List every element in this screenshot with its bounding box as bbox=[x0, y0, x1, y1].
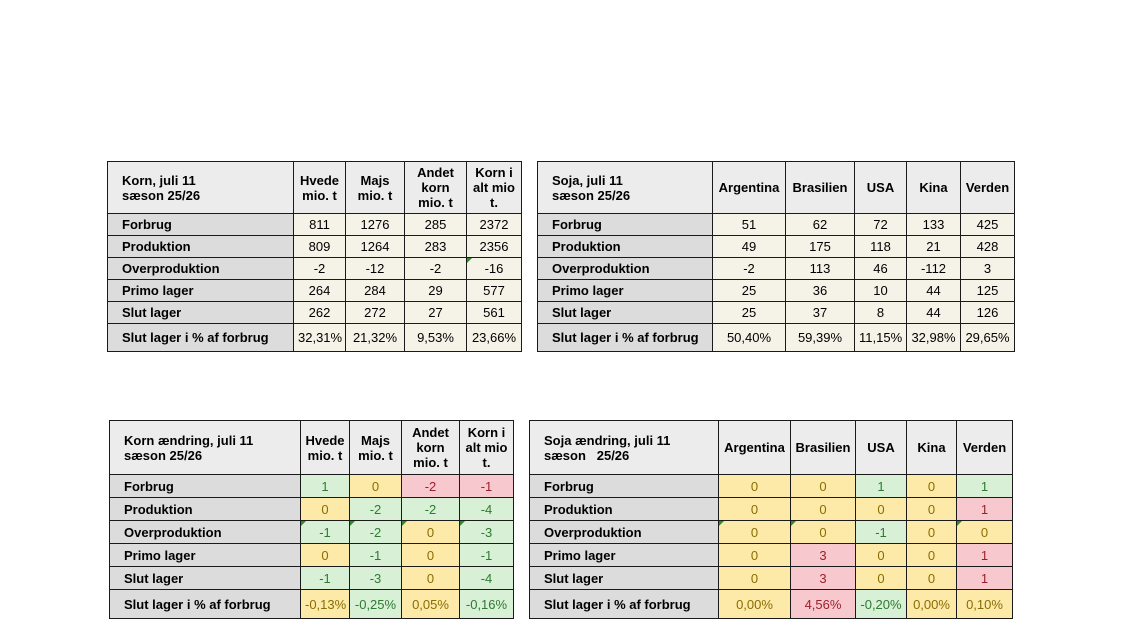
table-cell: 0 bbox=[402, 521, 460, 544]
table-cell: -0,25% bbox=[350, 590, 402, 619]
table-cell: 0,10% bbox=[957, 590, 1013, 619]
table-row bbox=[110, 590, 514, 619]
table-cell: 49 bbox=[713, 236, 786, 258]
table-cell: 272 bbox=[346, 302, 405, 324]
soja-table-title: Soja, juli 11 sæson 25/26 bbox=[538, 162, 713, 214]
table-cell: 9,53% bbox=[405, 324, 467, 352]
table-cell: -1 bbox=[460, 544, 514, 567]
table-cell: 0 bbox=[856, 567, 907, 590]
table-cell: 0 bbox=[907, 544, 957, 567]
row-label: Forbrug bbox=[530, 475, 719, 498]
table-cell: -1 bbox=[301, 567, 350, 590]
table-cell: -2 bbox=[350, 521, 402, 544]
korn-table-title: Korn, juli 11 sæson 25/26 bbox=[108, 162, 294, 214]
table-cell: 113 bbox=[786, 258, 855, 280]
row-label: Produktion bbox=[110, 498, 301, 521]
table-cell: -1 bbox=[350, 544, 402, 567]
row-label: Overproduktion bbox=[108, 258, 294, 280]
table-cell: 32,31% bbox=[294, 324, 346, 352]
row-label: Slut lager bbox=[108, 302, 294, 324]
table-cell: 428 bbox=[961, 236, 1015, 258]
table-cell: 284 bbox=[346, 280, 405, 302]
row-label: Produktion bbox=[530, 498, 719, 521]
table-cell: 32,98% bbox=[907, 324, 961, 352]
table-row bbox=[110, 498, 514, 521]
table-cell: -1 bbox=[301, 521, 350, 544]
table-cell: 0 bbox=[907, 475, 957, 498]
table-cell: 27 bbox=[405, 302, 467, 324]
table-cell: 29 bbox=[405, 280, 467, 302]
table-cell: 1 bbox=[957, 567, 1013, 590]
table-cell: 0 bbox=[856, 498, 907, 521]
table-row bbox=[530, 498, 1013, 521]
table-cell: 0 bbox=[350, 475, 402, 498]
table-cell: 809 bbox=[294, 236, 346, 258]
row-label: Primo lager bbox=[530, 544, 719, 567]
table-cell: -2 bbox=[294, 258, 346, 280]
row-label: Slut lager bbox=[110, 567, 301, 590]
table-row bbox=[110, 544, 514, 567]
table-cell: 2356 bbox=[467, 236, 522, 258]
table-cell: 21 bbox=[907, 236, 961, 258]
row-label: Slut lager i % af forbrug bbox=[530, 590, 719, 619]
table-cell: 25 bbox=[713, 302, 786, 324]
table-cell: -0,20% bbox=[856, 590, 907, 619]
table-cell: 29,65% bbox=[961, 324, 1015, 352]
table-cell: 10 bbox=[855, 280, 907, 302]
table-cell: 8 bbox=[855, 302, 907, 324]
table-row bbox=[538, 258, 1015, 280]
row-label: Slut lager i % af forbrug bbox=[110, 590, 301, 619]
col-header-hvede: Hvede mio. t bbox=[301, 421, 350, 475]
col-header-korn-i-alt: Korn i alt mio t. bbox=[467, 162, 522, 214]
table-cell: 175 bbox=[786, 236, 855, 258]
table-row bbox=[530, 567, 1013, 590]
korn-change-table-title: Korn ændring, juli 11 sæson 25/26 bbox=[110, 421, 301, 475]
table-row bbox=[110, 475, 514, 498]
table-cell: 4,56% bbox=[791, 590, 856, 619]
table-cell: 264 bbox=[294, 280, 346, 302]
col-header-andet-korn: Andet korn mio. t bbox=[405, 162, 467, 214]
table-row bbox=[538, 280, 1015, 302]
table-cell: -1 bbox=[856, 521, 907, 544]
table-cell: 3 bbox=[791, 567, 856, 590]
soja-table bbox=[537, 161, 1015, 352]
col-header-brasilien: Brasilien bbox=[791, 421, 856, 475]
col-header-majs: Majs mio. t bbox=[350, 421, 402, 475]
table-cell: 811 bbox=[294, 214, 346, 236]
table-cell: -2 bbox=[405, 258, 467, 280]
col-header-hvede: Hvede mio. t bbox=[294, 162, 346, 214]
table-cell: 0 bbox=[856, 544, 907, 567]
table-cell: 21,32% bbox=[346, 324, 405, 352]
table-cell: 51 bbox=[713, 214, 786, 236]
col-header-verden: Verden bbox=[961, 162, 1015, 214]
col-header-korn-i-alt: Korn i alt mio t. bbox=[460, 421, 514, 475]
table-row bbox=[108, 236, 522, 258]
col-header-brasilien: Brasilien bbox=[786, 162, 855, 214]
row-label: Forbrug bbox=[108, 214, 294, 236]
table-cell: 126 bbox=[961, 302, 1015, 324]
table-cell: 11,15% bbox=[855, 324, 907, 352]
table-cell: 44 bbox=[907, 280, 961, 302]
soja-change-table bbox=[529, 420, 1013, 619]
table-cell: 72 bbox=[855, 214, 907, 236]
col-header-andet-korn: Andet korn mio. t bbox=[402, 421, 460, 475]
table-cell: -2 bbox=[350, 498, 402, 521]
table-cell: 285 bbox=[405, 214, 467, 236]
table-row bbox=[108, 302, 522, 324]
row-label: Slut lager i % af forbrug bbox=[538, 324, 713, 352]
table-cell: 0 bbox=[719, 544, 791, 567]
table-cell: 0 bbox=[402, 567, 460, 590]
table-cell: -2 bbox=[713, 258, 786, 280]
table-cell: 62 bbox=[786, 214, 855, 236]
col-header-majs: Majs mio. t bbox=[346, 162, 405, 214]
soja-change-table-title: Soja ændring, juli 11 sæson 25/26 bbox=[530, 421, 719, 475]
row-label: Overproduktion bbox=[538, 258, 713, 280]
table-cell: 0 bbox=[719, 498, 791, 521]
row-label: Slut lager i % af forbrug bbox=[108, 324, 294, 352]
table-cell: -3 bbox=[460, 521, 514, 544]
table-row bbox=[108, 214, 522, 236]
table-row bbox=[530, 521, 1013, 544]
table-cell: -16 bbox=[467, 258, 522, 280]
table-cell: 1 bbox=[957, 498, 1013, 521]
row-label: Produktion bbox=[108, 236, 294, 258]
col-header-argentina: Argentina bbox=[719, 421, 791, 475]
table-cell: 0 bbox=[791, 498, 856, 521]
table-cell: -2 bbox=[402, 475, 460, 498]
table-cell: 0 bbox=[719, 567, 791, 590]
table-cell: 0 bbox=[907, 521, 957, 544]
table-cell: -12 bbox=[346, 258, 405, 280]
row-label: Primo lager bbox=[538, 280, 713, 302]
korn-change-table bbox=[109, 420, 514, 619]
table-cell: 1 bbox=[301, 475, 350, 498]
table-row bbox=[538, 236, 1015, 258]
row-label: Produktion bbox=[538, 236, 713, 258]
table-cell: 1 bbox=[957, 475, 1013, 498]
table-row bbox=[108, 280, 522, 302]
row-label: Primo lager bbox=[110, 544, 301, 567]
table-cell: -4 bbox=[460, 567, 514, 590]
row-label: Overproduktion bbox=[110, 521, 301, 544]
table-cell: 3 bbox=[961, 258, 1015, 280]
col-header-usa: USA bbox=[856, 421, 907, 475]
table-cell: 36 bbox=[786, 280, 855, 302]
col-header-verden: Verden bbox=[957, 421, 1013, 475]
table-cell: 561 bbox=[467, 302, 522, 324]
row-label: Overproduktion bbox=[530, 521, 719, 544]
table-row bbox=[538, 324, 1015, 352]
table-cell: 0 bbox=[791, 521, 856, 544]
table-cell: 50,40% bbox=[713, 324, 786, 352]
table-cell: 0 bbox=[957, 521, 1013, 544]
table-cell: 1276 bbox=[346, 214, 405, 236]
table-cell: 3 bbox=[791, 544, 856, 567]
table-row bbox=[538, 302, 1015, 324]
table-cell: 59,39% bbox=[786, 324, 855, 352]
table-row bbox=[538, 214, 1015, 236]
korn-table bbox=[107, 161, 522, 352]
table-cell: 2372 bbox=[467, 214, 522, 236]
table-row bbox=[108, 258, 522, 280]
table-row bbox=[530, 590, 1013, 619]
row-label: Forbrug bbox=[110, 475, 301, 498]
table-cell: 46 bbox=[855, 258, 907, 280]
table-cell: 0 bbox=[719, 475, 791, 498]
table-cell: -4 bbox=[460, 498, 514, 521]
table-cell: -3 bbox=[350, 567, 402, 590]
table-row bbox=[530, 475, 1013, 498]
row-label: Slut lager bbox=[538, 302, 713, 324]
table-cell: 44 bbox=[907, 302, 961, 324]
table-cell: -0,16% bbox=[460, 590, 514, 619]
col-header-usa: USA bbox=[855, 162, 907, 214]
table-row bbox=[108, 324, 522, 352]
table-cell: 25 bbox=[713, 280, 786, 302]
row-label: Slut lager bbox=[530, 567, 719, 590]
row-label: Primo lager bbox=[108, 280, 294, 302]
table-cell: 23,66% bbox=[467, 324, 522, 352]
table-cell: 0 bbox=[301, 498, 350, 521]
table-cell: 1 bbox=[957, 544, 1013, 567]
table-cell: 1264 bbox=[346, 236, 405, 258]
col-header-kina: Kina bbox=[907, 421, 957, 475]
table-row bbox=[110, 521, 514, 544]
col-header-kina: Kina bbox=[907, 162, 961, 214]
table-cell: 425 bbox=[961, 214, 1015, 236]
col-header-argentina: Argentina bbox=[713, 162, 786, 214]
table-cell: 0 bbox=[907, 567, 957, 590]
table-cell: 577 bbox=[467, 280, 522, 302]
table-cell: 0 bbox=[791, 475, 856, 498]
table-cell: 283 bbox=[405, 236, 467, 258]
table-cell: -0,13% bbox=[301, 590, 350, 619]
table-cell: -112 bbox=[907, 258, 961, 280]
table-cell: 125 bbox=[961, 280, 1015, 302]
table-cell: 0 bbox=[301, 544, 350, 567]
table-cell: 37 bbox=[786, 302, 855, 324]
table-cell: 0,00% bbox=[907, 590, 957, 619]
table-cell: -2 bbox=[402, 498, 460, 521]
table-cell: 118 bbox=[855, 236, 907, 258]
table-cell: 262 bbox=[294, 302, 346, 324]
table-cell: 0 bbox=[907, 498, 957, 521]
table-cell: 1 bbox=[856, 475, 907, 498]
table-cell: 0,05% bbox=[402, 590, 460, 619]
table-cell: 0 bbox=[719, 521, 791, 544]
row-label: Forbrug bbox=[538, 214, 713, 236]
table-row bbox=[530, 544, 1013, 567]
table-cell: 0 bbox=[402, 544, 460, 567]
table-cell: -1 bbox=[460, 475, 514, 498]
table-cell: 0,00% bbox=[719, 590, 791, 619]
table-cell: 133 bbox=[907, 214, 961, 236]
table-row bbox=[110, 567, 514, 590]
